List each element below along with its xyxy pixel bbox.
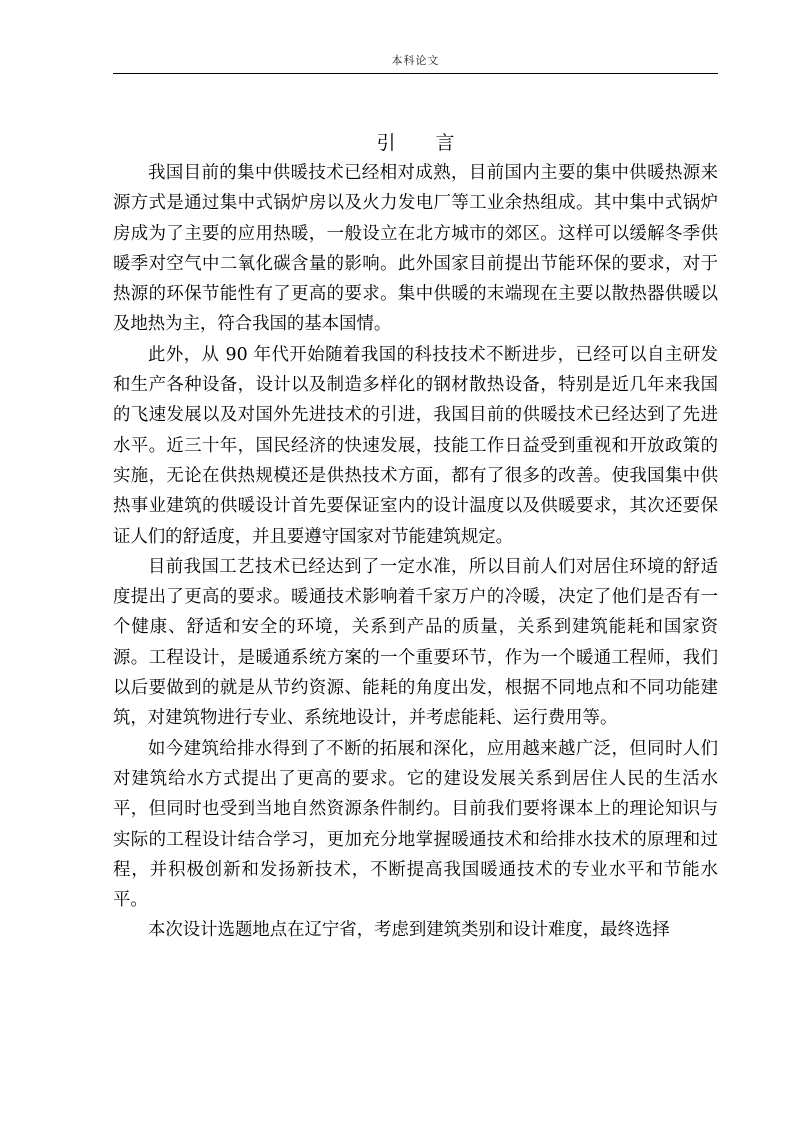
paragraph: 我国目前的集中供暖技术已经相对成熟，目前国内主要的集中供暖热源来源方式是通过集中式锅炉房以及火力发电厂等工业余热组成。其中集中式锅炉房成为了主要的应用热暖，一般设立在北方城市的郊区。这样可以缓解冬季供暖季对空气中二氧化碳含量的影响。此外国家目前提出节能环保的要求，对于热源的环保节能性有了更高的要求。集中供暖的末端现在主要以散热器供暖以及地热为主，符合我国的基本国情。	[113, 163, 718, 335]
paragraph: 目前我国工艺技术已经达到了一定水准，所以目前人们对居住环境的舒适度提出了更高的要求。暖通技术影响着千家万户的冷暖，决定了他们是否有一个健康、舒适和安全的环境，关系到产品的质量，关系到建筑能耗和国家资源。工程设计，是暖通系统方案的一个重要环节，作为一个暖通工程师，我们以后要做到的就是从节约资源、能耗的角度出发，根据不同地点和不同功能建筑，对建筑物进行专业、系统地设计，并考虑能耗、运行费用等。	[113, 556, 718, 729]
paragraph: 此外，从 90 年代开始随着我国的科技技术不断进步，已经可以自主研发和生产各种设备，设计以及制造多样化的钢材散热设备，特别是近几年来我国的飞速发展以及对国外先进技术的引进，我国目前的供暖技术已经达到了先进水平。近三十年，国民经济的快速发展，技能工作日益受到重视和开放政策的实施，无论在供热规模还是供热技术方面，都有了很多的改善。使我国集中供热事业建筑的供暖设计首先要保证室内的设计温度以及供暖要求，其次还要保证人们的舒适度，并且要遵守国家对节能建筑规定。	[113, 344, 718, 547]
paragraph: 本次设计选题地点在辽宁省，考虑到建筑类别和设计难度，最终选择	[148, 920, 670, 941]
paragraph: 如今建筑给排水得到了不断的拓展和深化，应用越来越广泛，但同时人们对建筑给水方式提出了更高的要求。它的建设发展关系到居住人民的生活水平，但同时也受到当地自然资源条件制约。目前我们要将课本上的理论知识与实际的工程设计结合学习，更加充分地掌握暖通技术和给排水技术的原理和过程，并积极创新和发扬新技术，不断提高我国暖通技术的专业水平和节能水平。	[113, 738, 718, 911]
header-divider	[113, 73, 718, 74]
section-title: 引言	[376, 132, 495, 154]
document-body	[113, 158, 718, 946]
running-header: 本科论文	[391, 54, 440, 67]
